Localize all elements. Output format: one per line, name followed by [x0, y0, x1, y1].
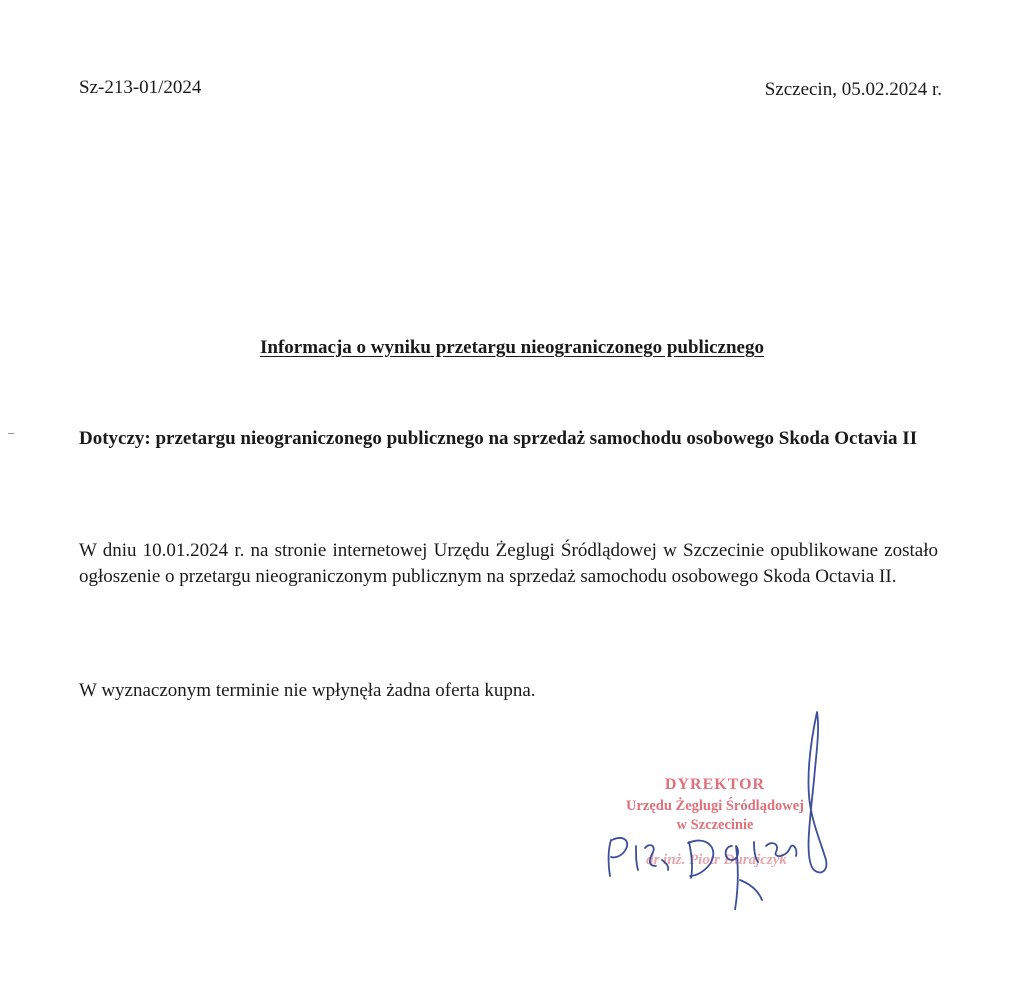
document-title-text: Informacja o wyniku przetargu nieograniczonego publicznego: [259, 337, 764, 358]
document-reference-number: Sz-213-01/2024: [79, 77, 202, 98]
stamp-title: DYREKTOR: [664, 776, 766, 793]
document-subject: Dotyczy: przetargu nieograniczonego publicznego na sprzedaż samochodu osobowego Skoda Octavia II: [79, 428, 918, 449]
stamp-city: w Szczecinie: [676, 817, 754, 833]
document-note: W wyznaczonym terminie nie wpłynęła żadna oferta kupna.: [79, 680, 536, 701]
document-title: [0, 337, 1024, 359]
document-place-date: Szczecin, 05.02.2024 r.: [764, 79, 942, 100]
margin-mark: [8, 433, 14, 434]
handwritten-signature: [590, 700, 850, 910]
stamp-office: Urzędu Żeglugi Śródlądowej: [625, 798, 805, 814]
document-body: [79, 538, 938, 589]
document-body-paragraph: W dniu 10.01.2024 r. na stronie internetowej Urzędu Żeglugi Śródlądowej w Szczecinie opublikowane zostało ogłoszenie o przetargu nieograniczonym publicznym na sprzedaż samochodu osobowego Skoda Octavia II.: [79, 540, 938, 587]
stamp-name: dr inż. Piotr Durajczyk: [646, 852, 787, 868]
